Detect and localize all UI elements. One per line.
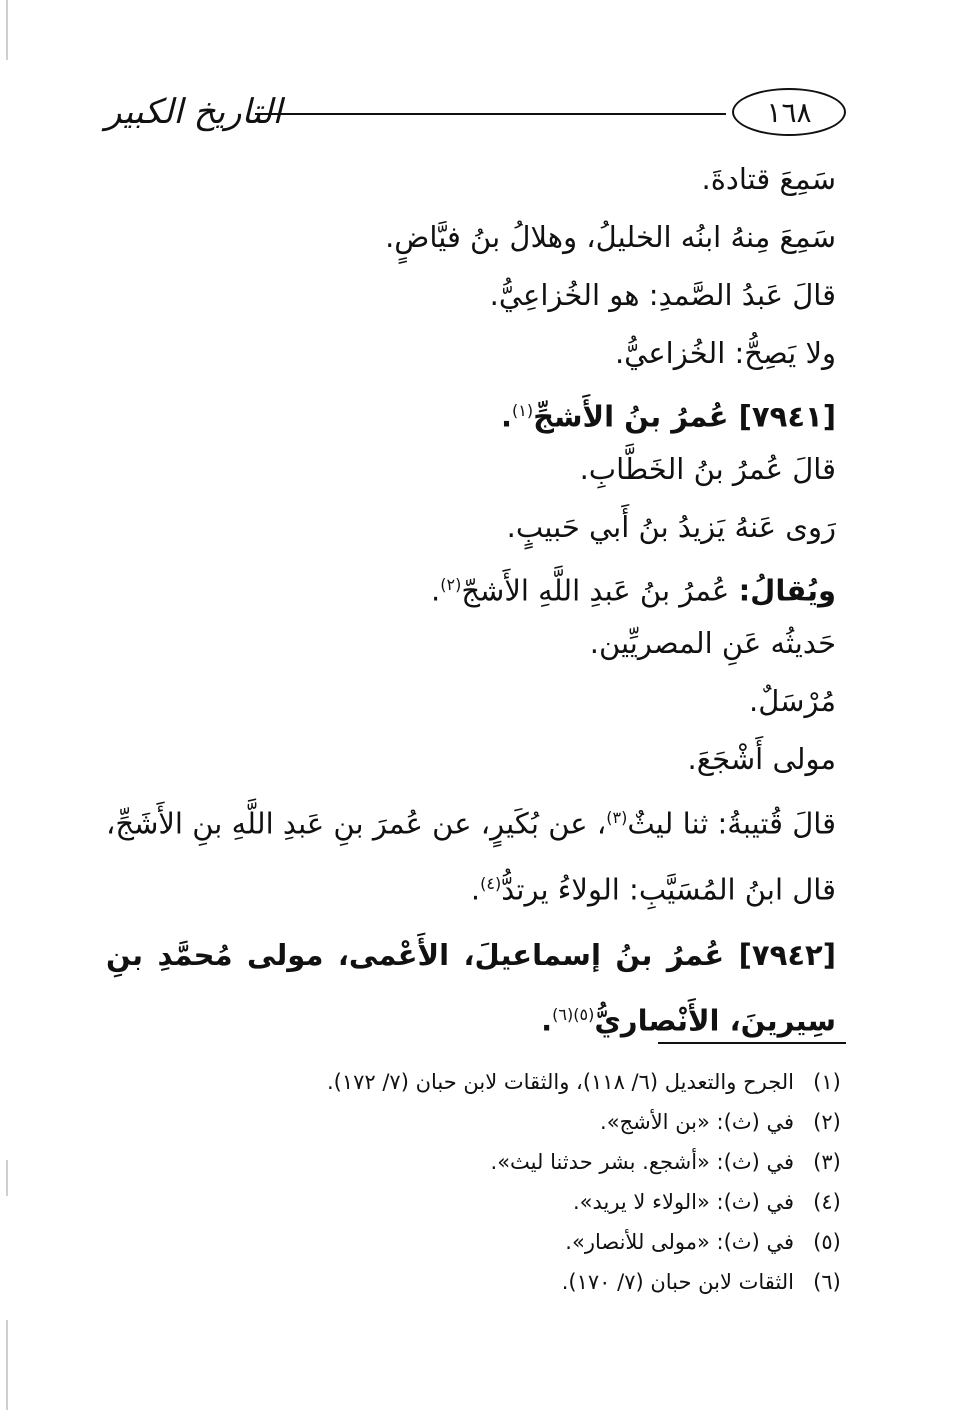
text-line: حَديثُه عَنِ المصريِّين. [589, 626, 836, 660]
footnote-ref: (٣) [606, 808, 628, 827]
text-line: قالَ عُمرُ بنُ الخَطَّابِ. [579, 452, 836, 486]
footnotes [126, 1062, 846, 1302]
text-line: قالَ عَبدُ الصَّمدِ: هو الخُزاعِيُّ. [489, 278, 836, 312]
footnote-ref: (٢) [440, 575, 462, 594]
footnote-item [126, 1062, 846, 1102]
footnote-ref: (٥)(٦) [552, 1005, 595, 1025]
footnote-text: في (ث): «أشجع. بشر حدثنا ليث». [490, 1150, 794, 1174]
entry-heading-7941 [106, 382, 836, 440]
footnote-item [126, 1262, 846, 1302]
text-line: رَوى عَنهُ يَزيدُ بنُ أَبي حَبيبٍ. [506, 510, 836, 544]
alias-label: ويُقالُ: [738, 573, 836, 608]
punctuation: . [541, 1003, 553, 1038]
entry-number: [٧٩٤١] [738, 399, 836, 434]
page-number: ١٦٨ [732, 88, 846, 136]
narration-text: ، عن بُكَيرٍ، عن عُمرَ بنِ عَبدِ اللَّهِ بنِ الأَشَجِّ، قال ابنُ المُسَيَّبِ: الولاءُ يرتدُّ [106, 806, 836, 907]
footnote-number: (٤) [813, 1190, 841, 1214]
footnote-number: (٦) [813, 1270, 841, 1294]
punctuation: . [431, 573, 441, 608]
entry-heading-7942 [106, 925, 836, 1051]
footnote-item [126, 1142, 846, 1182]
footnote-text: في (ث): «مولى للأنصار». [565, 1230, 794, 1254]
text-line: سَمِعَ مِنهُ ابنُه الخليلُ، وهلالُ بنُ فيَّاضٍ. [385, 220, 836, 254]
narration-paragraph [106, 788, 836, 919]
entry-text: [٧٩٤٢] عُمرُ بنُ إسماعيلَ، الأَعْمى، مولى مُحمَّدِ بنِ سِيرينَ، الأَنْصاريُّ [106, 938, 836, 1038]
text-line: مولى أَشْجَعَ. [687, 742, 836, 776]
footnote-number: (٥) [813, 1230, 841, 1254]
footnote-text: الجرح والتعديل (٦/ ١١٨)، والثقات لابن حبان (٧/ ١٧٢). [326, 1070, 794, 1094]
book-title: التاريخ الكبير [105, 92, 282, 132]
scan-edge-mark [6, 0, 8, 60]
scan-edge-mark [6, 1160, 8, 1196]
footnote-number: (١) [813, 1070, 841, 1094]
footnote-text: في (ث): «بن الأشج». [600, 1110, 794, 1134]
entry-name: عُمرُ بنُ الأَشجِّ [533, 399, 729, 434]
narration-text: قالَ قُتيبةُ: ثنا ليثٌ [627, 806, 836, 841]
scan-edge-mark [6, 1320, 8, 1410]
punctuation: . [500, 399, 513, 434]
footnote-text: الثقات لابن حبان (٧/ ١٧٠). [561, 1270, 794, 1294]
footnote-item [126, 1102, 846, 1142]
page-header [105, 88, 846, 138]
text-line: مُرْسَلٌ. [748, 684, 836, 718]
footnote-item [126, 1222, 846, 1262]
footnote-item [126, 1182, 846, 1222]
footnote-separator [658, 1042, 846, 1044]
footnote-ref: (١) [512, 401, 534, 420]
header-rule [255, 113, 726, 115]
text-line: سَمِعَ قتادةَ. [701, 162, 836, 196]
footnote-text: في (ث): «الولاء لا يريد». [572, 1190, 794, 1214]
text-line: ولا يَصِحُّ: الخُزاعيُّ. [614, 336, 836, 370]
footnote-ref: (٤) [480, 873, 502, 893]
alias-text: عُمرُ بنُ عَبدِ اللَّهِ الأَشجّ [461, 573, 730, 608]
footnote-number: (٣) [813, 1150, 841, 1174]
main-text [106, 150, 836, 1051]
punctuation: . [470, 872, 481, 907]
footnote-number: (٢) [813, 1110, 841, 1134]
alias-line [106, 556, 836, 614]
